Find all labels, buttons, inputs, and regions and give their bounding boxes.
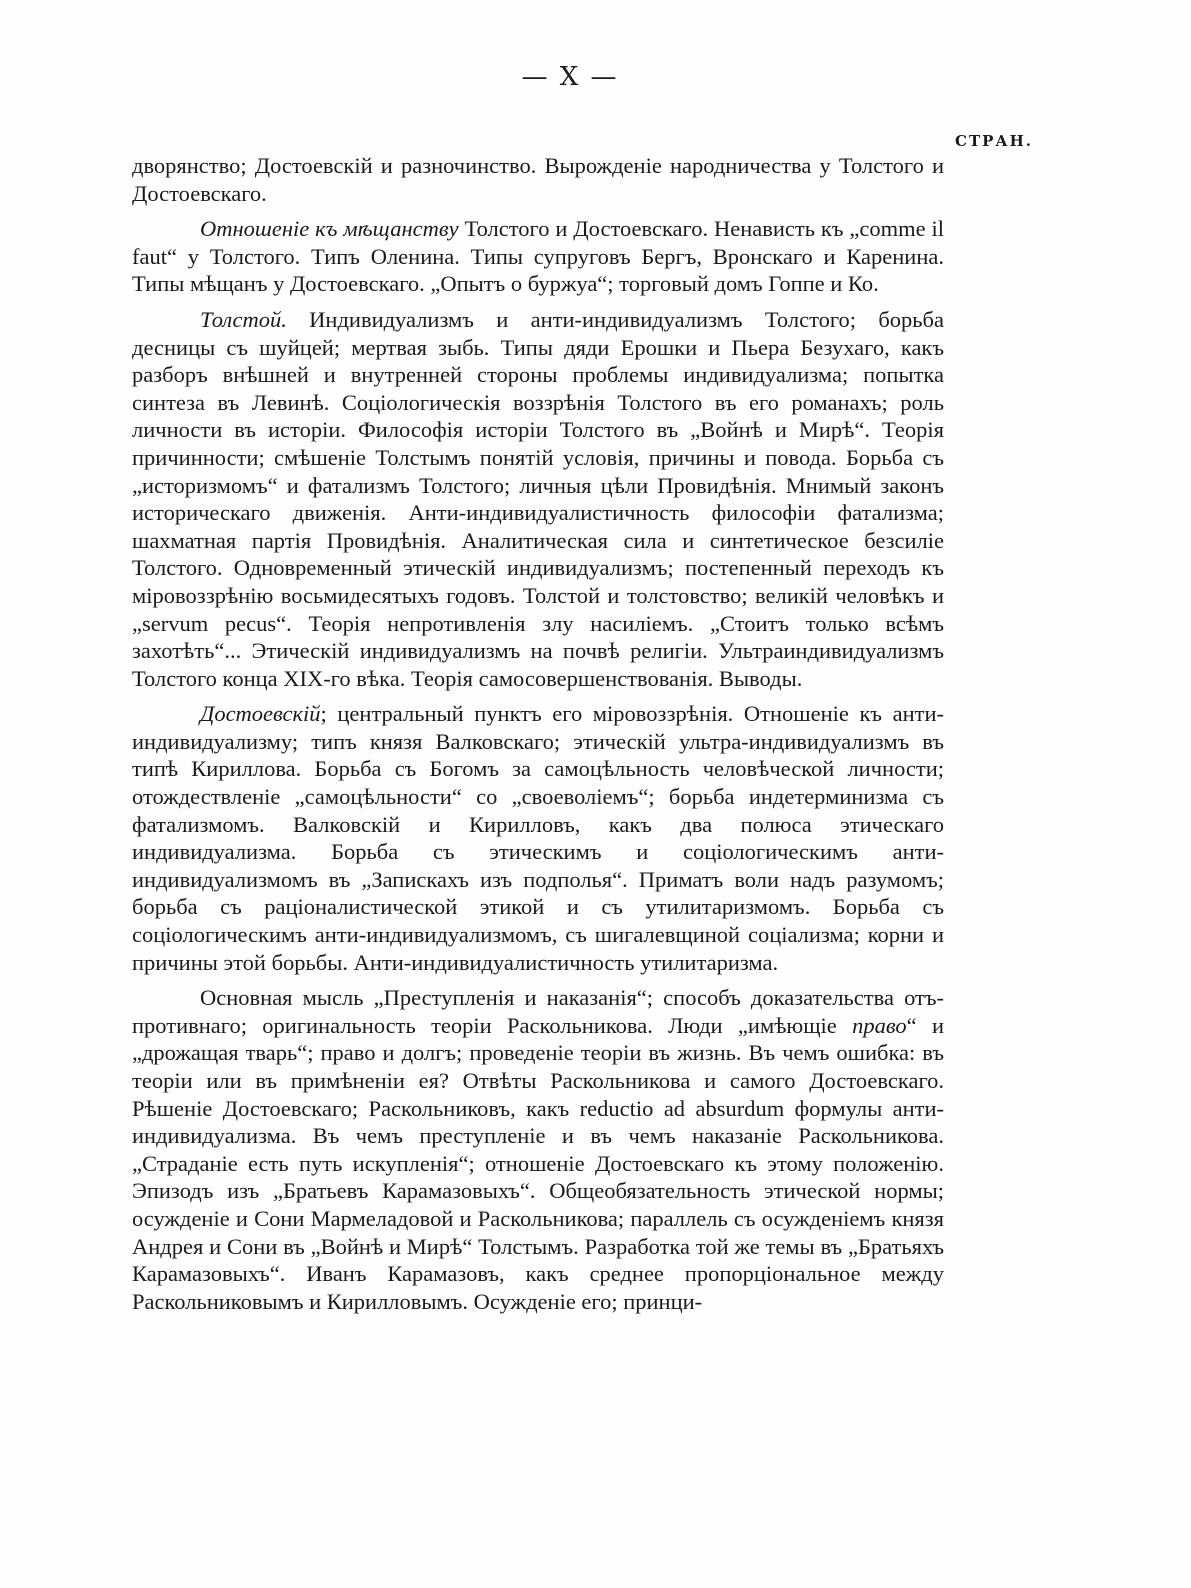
section-heading: Достоевскій xyxy=(200,701,321,727)
paragraph-4 xyxy=(132,700,944,976)
page-number-header: — X — xyxy=(521,62,619,92)
table-of-contents-body xyxy=(132,152,944,1323)
section-heading: Толстой. xyxy=(200,306,287,332)
paragraph-3 xyxy=(132,306,944,692)
section-heading: Отношеніе къ мѣщанству xyxy=(200,216,459,242)
text-segment: дворянство; Достоевскій и разночинство. Вырожденіе народничества у Толстого и Достоевскаго. xyxy=(132,153,944,206)
text-segment: ; центральный пунктъ его міровоззрѣнія. Отношеніе къ анти-индивидуализму; типъ князя Валковскаго; этическій ультра-индивидуализмъ въ типѣ Кириллова. Борьба съ Богомъ за самоцѣльность человѣческой личности; отождествленіе „самоцѣльности“ со „своеволіемъ“; борьба индетерминизма съ фатализмомъ. Валковскій и Кирилловъ, какъ два полюса этическаго индивидуализма. Борьба съ этическимъ и соціологическимъ анти-индивидуализмомъ въ „Запискахъ изъ подполья“. Приматъ воли надъ разумомъ; борьба съ раціоналистической этикой и съ утилитаризмомъ. Борьба съ соціологическимъ анти-индивидуализмомъ, съ шигалевщиной соціализма; корни и причины этой борьбы. Анти-индивидуалистичность утилитаризма. xyxy=(132,701,944,975)
text-segment: Толстого и Достоевскаго. Ненависть къ „comme il faut“ у Толстого. Типъ Оленина. Типы супруговъ Бергъ, Вронскаго и Каренина. Типы мѣщанъ у Достоевскаго. „Опытъ о буржуа“; торговый домъ Гоппе и Ко. xyxy=(132,216,944,297)
text-segment: Основная мысль „Преступленія и наказанія“; способъ доказательства отъ-противнаго; оригинальность теоріи Раскольникова. Люди „имѣющіе xyxy=(132,985,944,1038)
emphasis-word: право xyxy=(852,1012,907,1038)
text-segment: “ и „дрожащая тварь“; право и долгъ; проведеніе теоріи въ жизнь. Въ чемъ ошибка: въ теоріи или въ примѣненіи ея? Отвѣты Раскольникова и самого Достоевскаго. Рѣшеніе Достоевскаго; Раскольниковъ, какъ reductio ad absurdum формулы анти-индивидуализма. Въ чемъ преступленіе и въ чемъ наказаніе Раскольникова. „Страданіе есть путь искупленія“; отношеніе Достоевскаго къ этому положенію. Эпизодъ изъ „Братьевъ Карамазовыхъ“. Общеобязательность этической нормы; осужденіе и Сони Мармеладовой и Раскольникова; параллель съ осужденіемъ князя Андрея и Сони въ „Войнѣ и Мирѣ“ Толстымъ. Разработка той же темы въ „Братьяхъ Карамазовыхъ“. Иванъ Карамазовъ, какъ среднее пропорціональное между Раскольниковымъ и Кирилловымъ. Осужденіе его; принци- xyxy=(132,1012,944,1314)
paragraph-5 xyxy=(132,984,944,1315)
page-column-label: СТРАН. xyxy=(955,132,1033,150)
paragraph-2 xyxy=(132,215,944,298)
text-segment: Индивидуализмъ и анти-индивидуализмъ Толстого; борьба десницы съ шуйцей; мертвая зыбь. Типы дяди Ерошки и Пьера Безухаго, какъ разборъ внѣшней и внутренней стороны проблемы индивидуализма; попытка синтеза въ Левинѣ. Соціологическія воззрѣнія Толстого въ его романахъ; роль личности въ исторіи. Философія исторіи Толстого въ „Войнѣ и Мирѣ“. Теорія причинности; смѣшеніе Толстымъ понятій условія, причины и повода. Борьба съ „историзмомъ“ и фатализмъ Толстого; личныя цѣли Провидѣнія. Мнимый законъ историческаго движенія. Анти-индивидуалистичность философіи фатализма; шахматная партія Провидѣнія. Аналитическая сила и синтетическое безсиліе Толстого. Одновременный этическій индивидуализмъ; постепенный переходъ къ міровоззрѣнію восьмидесятыхъ годовъ. Толстой и толстовство; великій человѣкъ и „servum pecus“. Теорія непротивленія злу насиліемъ. „Стоитъ только всѣмъ захотѣть“... Этическій индивидуализмъ на почвѣ религіи. Ультраиндивидуализмъ Толстого конца XIX-го вѣка. Теорія самосовершенствованія. Выводы. xyxy=(132,306,944,691)
paragraph-1 xyxy=(132,152,944,207)
